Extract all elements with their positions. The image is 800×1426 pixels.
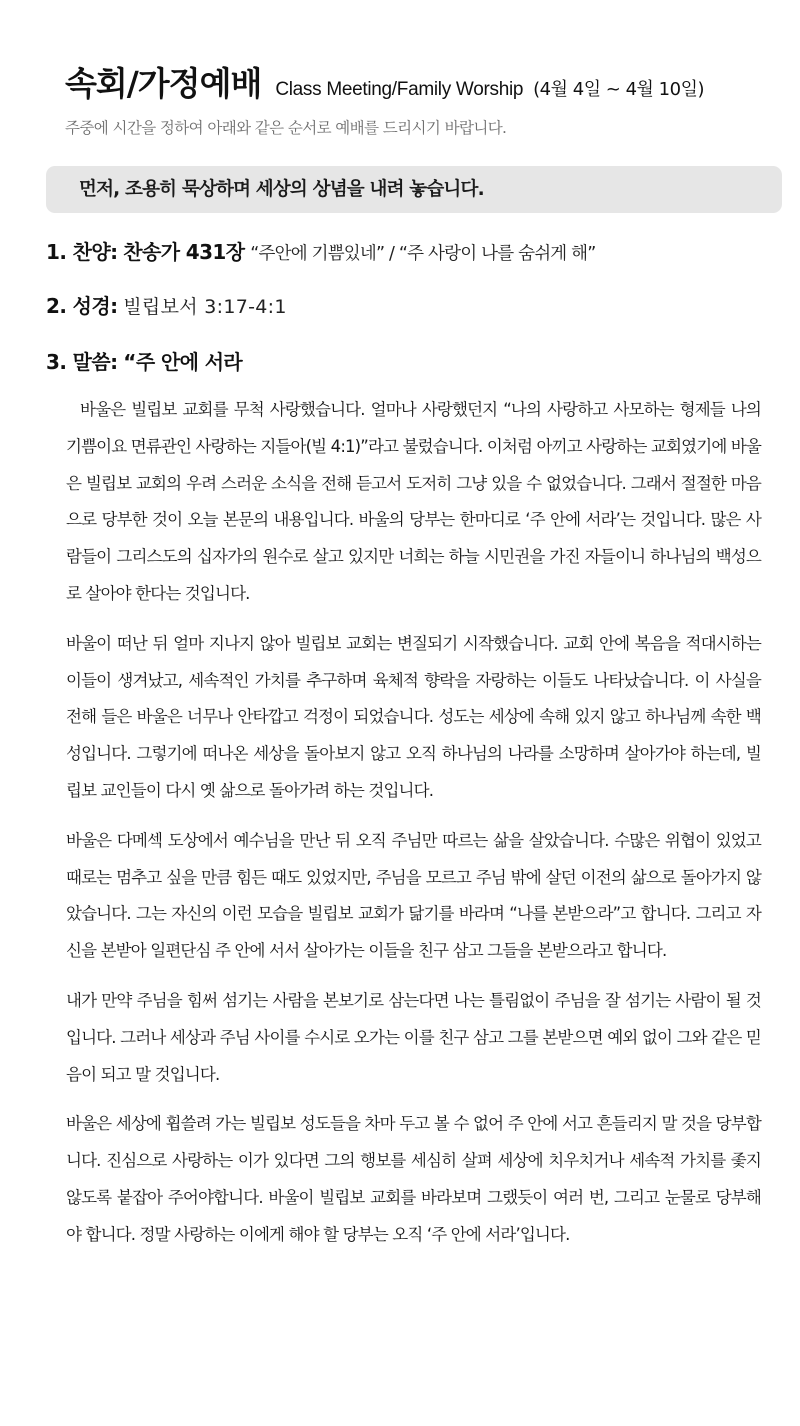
meditation-banner xyxy=(46,166,782,213)
sermon-paragraph: 바울은 세상에 휩쓸려 가는 빌립보 성도들을 차마 두고 볼 수 없어 주 안에 서고 흔들리지 말 것을 당부합니다. 진심으로 사랑하는 이가 있다면 그의 행보를 세심히 살펴 세상에 치우치거나 세속적 가치를 좇지 않도록 붙잡아 주어야합니다. 바울이 빌립보 교회를 바라보며 그랬듯이 여러 번, 그리고 눈물로 당부해야 합니다. 정말 사랑하는 이에게 해야 할 당부는 오직 ‘주 안에 서라’입니다. xyxy=(66,1114,761,1244)
order-item-hymn xyxy=(46,236,596,265)
meditation-banner-text: 먼저, 조용히 묵상하며 세상의 상념을 내려 놓습니다. xyxy=(79,179,484,200)
order-label: 1. 찬양: xyxy=(46,240,118,264)
order-label: 3. 말씀: xyxy=(46,350,118,374)
scripture-reference: 빌립보서 3:17-4:1 xyxy=(123,296,287,318)
order-label: 2. 성경: xyxy=(46,294,118,318)
order-item-sermon xyxy=(46,346,242,375)
sermon-body xyxy=(66,392,761,1267)
sermon-paragraph: 바울이 떠난 뒤 얼마 지나지 않아 빌립보 교회는 변질되기 시작했습니다. 교회 안에 복음을 적대시하는 이들이 생겨났고, 세속적인 가치를 추구하며 육체적 향락을 자랑하는 이들도 나타났습니다. 이 사실을 전해 들은 바울은 너무나 안타깝고 걱정이 되었습니다. 성도는 세상에 속해 있지 않고 하나님께 속한 백성입니다. 그렇기에 떠나온 세상을 돌아보지 않고 오직 하나님의 나라를 소망하며 살아가야 하는데, 빌립보 교인들이 다시 옛 삶으로 돌아가려 하는 것입니다. xyxy=(66,633,761,800)
hymn-titles: “주안에 기쁨있네” / “주 사랑이 나를 숨쉬게 해” xyxy=(250,244,596,264)
page-subtitle: 주중에 시간을 정하여 아래와 같은 순서로 예배를 드리시기 바랍니다. xyxy=(65,119,507,137)
order-item-scripture xyxy=(46,290,287,319)
page-title: 속회/가정예배 xyxy=(65,64,262,103)
hymn-number: 찬송가 431장 xyxy=(123,240,245,264)
page-title-english: Class Meeting/Family Worship xyxy=(275,79,524,100)
date-range: (4월 4일 ~ 4월 10일) xyxy=(533,79,704,100)
sermon-paragraph: 내가 만약 주님을 힘써 섬기는 사람을 본보기로 삼는다면 나는 틀림없이 주님을 잘 섬기는 사람이 될 것입니다. 그러나 세상과 주님 사이를 수시로 오가는 이를 친구 삼고 그를 본받으면 예외 없이 그와 같은 믿음이 되고 말 것입니다. xyxy=(66,990,761,1084)
sermon-paragraph: 바울은 다메섹 도상에서 예수님을 만난 뒤 오직 주님만 따르는 삶을 살았습니다. 수많은 위협이 있었고 때로는 멈추고 싶을 만큼 힘든 때도 있었지만, 주님을 모르고 주님 밖에 살던 이전의 삶으로 돌아가지 않았습니다. 그는 자신의 이런 모습을 빌립보 교회가 닮기를 바라며 “나를 본받으라”고 합니다. 그리고 자신을 본받아 일편단심 주 안에 서서 살아가는 이들을 친구 삼고 그들을 본받으라고 합니다. xyxy=(66,830,761,961)
sermon-title: “주 안에 서라 xyxy=(123,350,243,374)
page-header xyxy=(65,58,704,105)
sermon-paragraph: 바울은 빌립보 교회를 무척 사랑했습니다. 얼마나 사랑했던지 “나의 사랑하고 사모하는 형제들 나의 기쁨이요 면류관인 사랑하는 지들아(빌 4:1)”라고 불렀습니다. 이처럼 아끼고 사랑하는 교회였기에 바울은 빌립보 교회의 우려 스러운 소식을 전해 듣고서 도저히 그냥 있을 수 없었습니다. 그래서 절절한 마음으로 당부한 것이 오늘 본문의 내용입니다. 바울의 당부는 한마디로 ‘주 안에 서라’는 것입니다. 많은 사람들이 그리스도의 십자가의 원수로 살고 있지만 너희는 하늘 시민권을 가진 자들이니 하나님의 백성으로 살아야 한다는 것입니다. xyxy=(66,400,761,603)
